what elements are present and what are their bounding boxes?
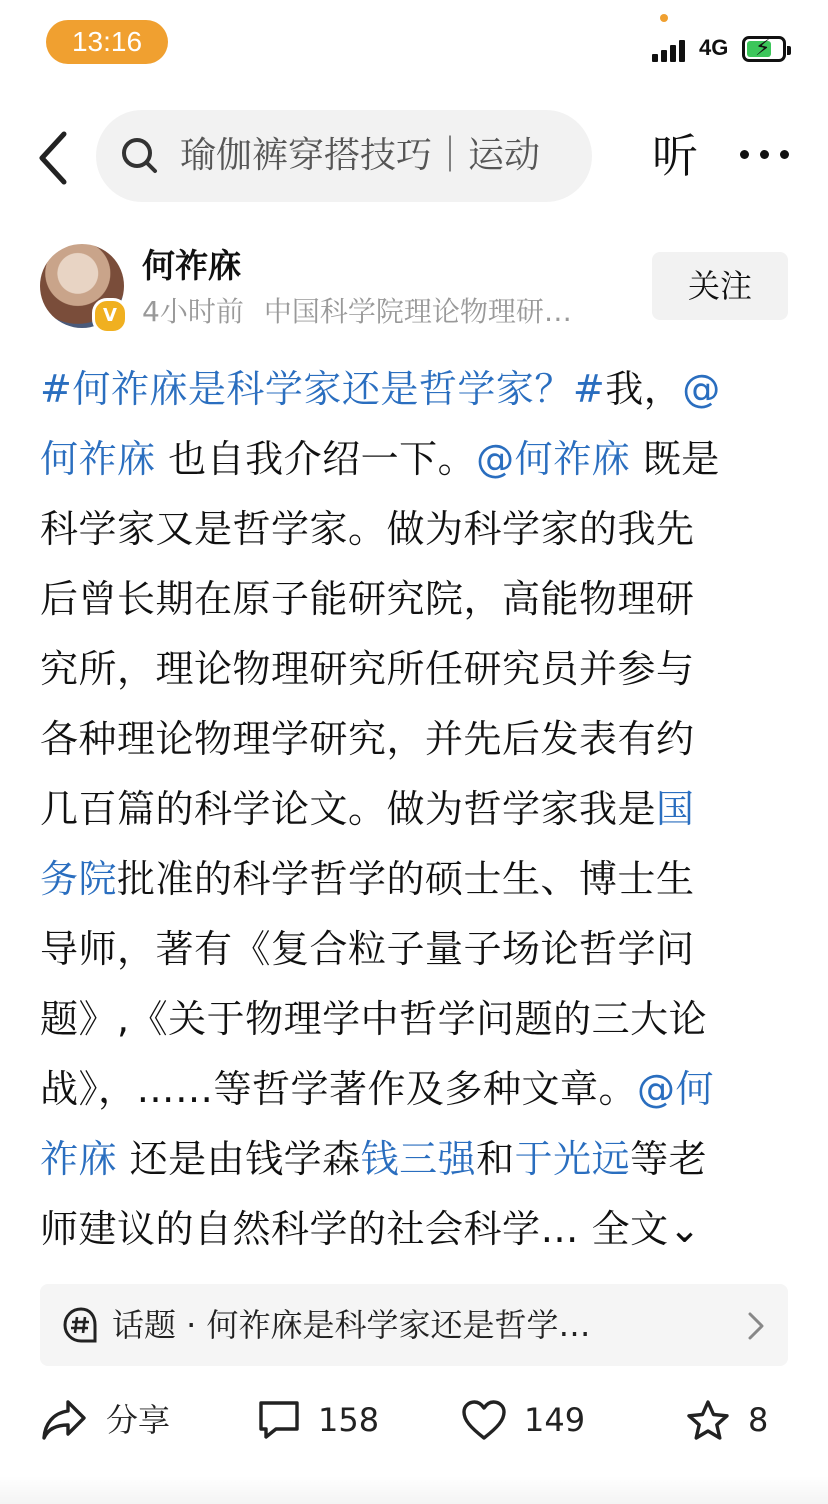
comment-icon [256, 1398, 302, 1442]
post-text: 战》，……等哲学著作及多种文章。 [40, 1067, 638, 1111]
post-time: 4小时前 [142, 295, 244, 328]
chevron-right-icon [744, 1310, 768, 1342]
post-line [40, 704, 792, 774]
post-text: 后曾长期在原子能研究院，高能物理研 [40, 577, 695, 621]
post-text: 我， [605, 367, 683, 411]
comment-count: 158 [318, 1401, 380, 1439]
favorite-count: 8 [748, 1401, 769, 1439]
search-placeholder: 瑜伽裤穿搭技巧｜运动 [180, 135, 541, 176]
post-text: 几百篇的科学论文。做为哲学家我是 [40, 787, 657, 831]
author-bio: 中国科学院理论物理研… [263, 295, 572, 328]
verified-badge-icon: V [92, 298, 128, 334]
post-link[interactable]: 祚庥 [40, 1137, 118, 1181]
post-line [40, 424, 792, 494]
battery-icon: ⚡ [742, 36, 786, 62]
action-bar [0, 1380, 828, 1460]
topic-label: 话题 · 何祚庥是科学家还是哲学… [112, 1306, 591, 1344]
post-text: 和 [476, 1137, 515, 1181]
post-link[interactable]: 何祚庥 [40, 437, 156, 481]
post-link[interactable]: 国 [656, 787, 695, 831]
post-line [40, 774, 792, 844]
post-line [40, 634, 792, 704]
comment-button[interactable] [256, 1380, 386, 1460]
post-line [40, 564, 792, 634]
post-line [40, 494, 792, 564]
follow-button[interactable]: 关注 [652, 252, 788, 320]
privacy-indicator-dot [660, 14, 668, 22]
search-bar[interactable] [96, 110, 592, 202]
post-text: 题》,《关于物理学中哲学问题的三大论 [40, 997, 708, 1041]
hashtag-icon [62, 1306, 100, 1344]
heart-icon [460, 1398, 508, 1442]
listen-button[interactable]: 听 [652, 129, 698, 183]
post-line [40, 844, 792, 914]
post-text: 导师，著有《复合粒子量子场论哲学问 [40, 927, 695, 971]
post-line [40, 1054, 792, 1124]
like-button[interactable] [460, 1380, 590, 1460]
share-button[interactable] [40, 1380, 190, 1460]
topic-bar[interactable] [40, 1284, 788, 1366]
post-text: 既是 [630, 437, 720, 481]
post-text: 还是由钱学森 [117, 1137, 361, 1181]
share-icon [40, 1398, 88, 1442]
post-body [40, 354, 792, 1264]
post-link[interactable]: 务院 [40, 857, 118, 901]
more-icon[interactable] [738, 140, 792, 170]
post-link[interactable]: #何祚庥是科学家还是哲学家？# [40, 367, 606, 411]
favorite-button[interactable] [684, 1380, 784, 1460]
post-text: 也自我介绍一下。 [155, 437, 477, 481]
post-line [40, 354, 792, 424]
post-text: 科学家又是哲学家。做为科学家的我先 [40, 507, 695, 551]
bottom-divider [0, 1476, 828, 1504]
like-count: 149 [524, 1401, 586, 1439]
post-line [40, 914, 792, 984]
post-text: 各种理论物理学研究，并先后发表有约 [40, 717, 695, 761]
post-text: 究所，理论物理研究所任研究员并参与 [40, 647, 695, 691]
post-link[interactable]: @何祚庥 [476, 437, 631, 481]
post-text: 师建议的自然科学的社会科学… 全文⌄ [40, 1207, 701, 1251]
post-text: 等老 [630, 1137, 708, 1181]
search-icon [120, 136, 160, 176]
author-name[interactable]: 何祚庥 [142, 246, 241, 285]
signal-icon [652, 38, 692, 62]
post-line [40, 1194, 792, 1264]
status-bar [0, 0, 828, 90]
back-icon[interactable] [32, 128, 76, 188]
star-icon [684, 1398, 732, 1444]
network-type: 4G [699, 35, 729, 60]
post-link[interactable]: 钱三强 [360, 1137, 477, 1181]
post-link[interactable]: @何 [637, 1067, 715, 1111]
post-link[interactable]: @ [682, 367, 721, 411]
post-line [40, 984, 792, 1054]
post-link[interactable]: 于光远 [514, 1137, 631, 1181]
status-time: 13:16 [46, 20, 168, 64]
share-label: 分享 [106, 1401, 171, 1439]
post-line [40, 1124, 792, 1194]
author-meta [142, 292, 572, 332]
post-text: 批准的科学哲学的硕士生、博士生 [117, 857, 695, 901]
